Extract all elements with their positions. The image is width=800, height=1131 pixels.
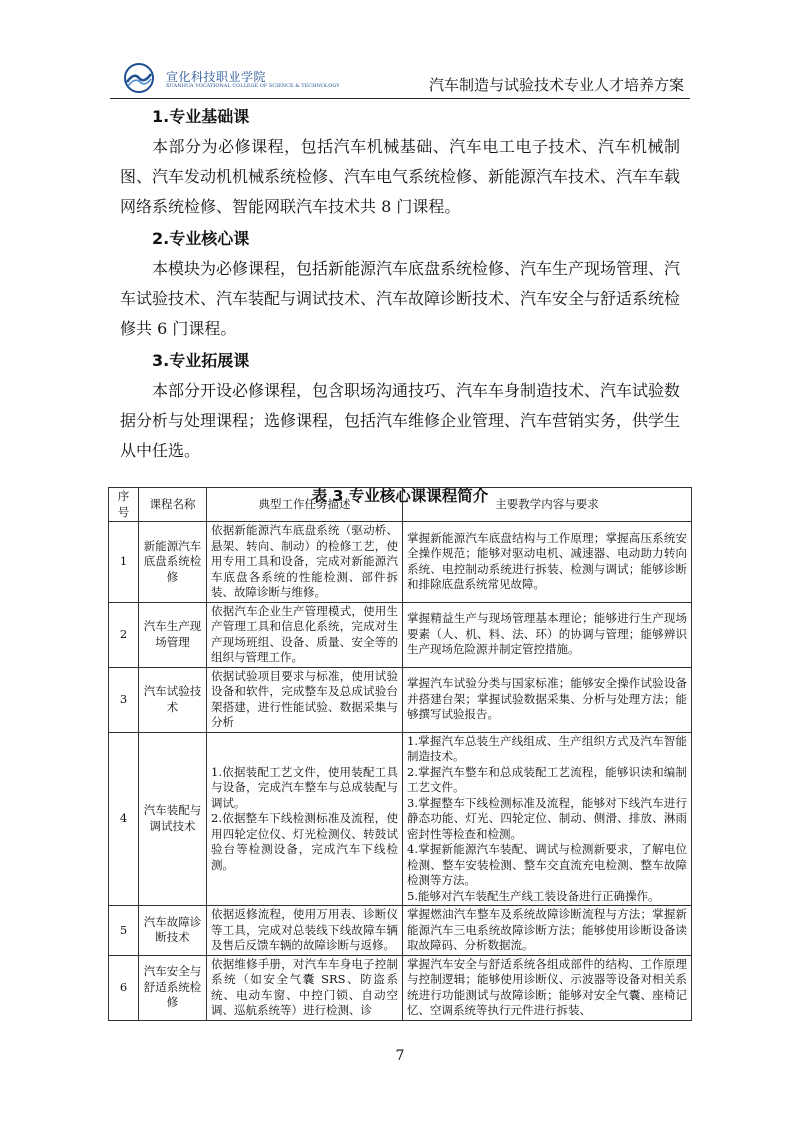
header-no: 序号 (109, 488, 139, 522)
task-description: 依据维修手册，对汽车车身电子控制系统（如安全气囊 SRS、防盗系统、电动车窗、中控门锁、自动空调、巡航系统等）进行检测、诊 (207, 955, 403, 1020)
teaching-content: 掌握精益生产与现场管理基本理论；能够进行生产现场要素（人、机、料、法、环）的协调与管理；能够辨识生产现场危险源并制定管控措施。 (403, 602, 692, 667)
course-name: 汽车故障诊断技术 (139, 906, 207, 956)
page-number: 7 (395, 1048, 405, 1064)
course-name: 汽车生产现场管理 (139, 602, 207, 667)
page-header (110, 58, 690, 99)
task-description: 1.依据装配工艺文件，使用装配工具与设备，完成汽车整车与总成装配与调试。 2.依据整车下线检测标准及流程，使用四轮定位仪、灯光检测仪、转鼓试验台等检测设备，完成汽车下线检测。 (207, 732, 403, 906)
table-row (109, 667, 692, 732)
table-header-row (109, 488, 692, 522)
section-heading: 3.专业拓展课 (152, 351, 250, 370)
row-number: 2 (109, 602, 139, 667)
row-number: 3 (109, 667, 139, 732)
header-content: 主要教学内容与要求 (403, 488, 692, 522)
main-content (120, 100, 680, 514)
row-number: 1 (109, 522, 139, 603)
table-caption: 表 3 专业核心课课程简介 (311, 487, 489, 505)
row-number: 5 (109, 906, 139, 956)
teaching-content: 1.掌握汽车总装生产线组成、生产组织方式及汽车智能制造技术。 2.掌握汽车整车和总成装配工艺流程，能够识读和编制工艺文件。 3.掌握整车下线检测标准及流程，能够对下线汽车进行静态功能、灯光、四轮定位、制动、侧滑、排放、淋雨密封性等检查和检测。 4.掌握新能源汽车装配、调试与检测新要求，了解电位检测、整车安装检测、整车交直流充电检测、整车故障检测等方法。 5.能够对汽车装配生产线工装设备进行正确操作。 (403, 732, 692, 906)
course-name: 汽车安全与舒适系统检修 (139, 955, 207, 1020)
header-name: 课程名称 (139, 488, 207, 522)
college-emblem-icon (122, 62, 156, 94)
section-heading: 1.专业基础课 (152, 107, 250, 126)
section-paragraph: 本模块为必修课程，包括新能源汽车底盘系统检修、汽车生产现场管理、汽车试验技术、汽车装配与调试技术、汽车故障诊断技术、汽车安全与舒适系统检修共 6 门课程。 (120, 259, 681, 338)
core-course-table (108, 487, 692, 1021)
section-paragraph: 本部分为必修课程，包括汽车机械基础、汽车电工电子技术、汽车机械制图、汽车发动机机械系统检修、汽车电气系统检修、新能源汽车技术、汽车车载网络系统检修、智能网联汽车技术共 8 门课程。 (120, 137, 681, 216)
teaching-content: 掌握新能源汽车底盘结构与工作原理；掌握高压系统安全操作规范；能够对驱动电机、减速器、电动助力转向系统、电控制动系统进行拆装、检测与调试；能够诊断和排除底盘系统常见故障。 (403, 522, 692, 603)
task-description: 依据返修流程，使用万用表、诊断仪等工具，完成对总装线下线故障车辆及售后反馈车辆的故障诊断与返修。 (207, 906, 403, 956)
teaching-content: 掌握汽车试验分类与国家标准；能够安全操作试验设备并搭建台架；掌握试验数据采集、分析与处理方法；能够撰写试验报告。 (403, 667, 692, 732)
task-description: 依据新能源汽车底盘系统（驱动桥、悬架、转向、制动）的检修工艺，使用专用工具和设备，完成对新能源汽车底盘各系统的性能检测、部件拆装、故障诊断与维修。 (207, 522, 403, 603)
course-name: 汽车试验技术 (139, 667, 207, 732)
college-logo (122, 62, 340, 94)
row-number: 4 (109, 732, 139, 906)
logo-subtitle: XUANHUA VOCATIONAL COLLEGE OF SCIENCE & TECHNOLOGY (166, 83, 340, 89)
header-task: 典型工作任务描述 (207, 488, 403, 522)
document-title: 汽车制造与试验技术专业人才培养方案 (428, 76, 684, 94)
section-heading: 2.专业核心课 (152, 229, 250, 248)
section-extension (120, 346, 680, 466)
table-row (109, 732, 692, 906)
section-core (120, 224, 680, 344)
section-foundation (120, 102, 680, 222)
course-name: 新能源汽车底盘系统检修 (139, 522, 207, 603)
table-row (109, 602, 692, 667)
table-row (109, 906, 692, 956)
table-row (109, 955, 692, 1020)
teaching-content: 掌握燃油汽车整车及系统故障诊断流程与方法；掌握新能源汽车三电系统故障诊断方法；能够使用诊断设备读取故障码、分析数据流。 (403, 906, 692, 956)
task-description: 依据汽车企业生产管理模式，使用生产管理工具和信息化系统，完成对生产现场班组、设备、质量、安全等的组织与管理工作。 (207, 602, 403, 667)
logo-name: 宣化科技职业学院 (166, 70, 267, 84)
table-row (109, 522, 692, 603)
row-number: 6 (109, 955, 139, 1020)
task-description: 依据试验项目要求与标准，使用试验设备和软件，完成整车及总成试验台架搭建，进行性能试验、数据采集与分析 (207, 667, 403, 732)
teaching-content: 掌握汽车安全与舒适系统各组成部件的结构、工作原理与控制逻辑；能够使用诊断仪、示波器等设备对相关系统进行功能测试与故障诊断；能够对安全气囊、座椅记忆、空调系统等执行元件进行拆装、 (403, 955, 692, 1020)
section-paragraph: 本部分开设必修课程，包含职场沟通技巧、汽车车身制造技术、汽车试验数据分析与处理课程；选修课程，包括汽车维修企业管理、汽车营销实务，供学生从中任选。 (120, 381, 681, 460)
course-name: 汽车装配与调试技术 (139, 732, 207, 906)
